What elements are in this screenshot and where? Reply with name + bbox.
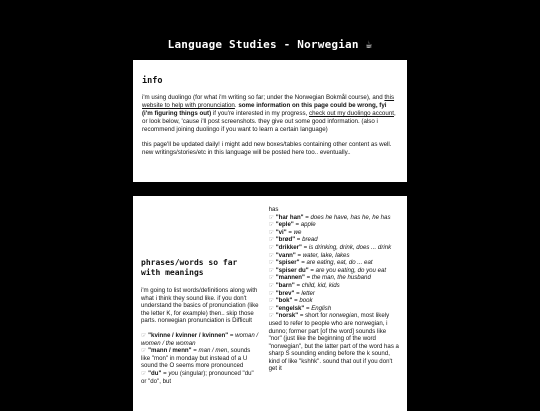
word-note: (singular); pronounced "du" or "do", but xyxy=(141,369,254,385)
word-meaning: you xyxy=(168,369,179,377)
entry-separator: = xyxy=(161,369,169,377)
norwegian-word: "brev" xyxy=(275,289,295,297)
pointing-hand-icon: ☞ xyxy=(268,266,275,274)
norwegian-word: "spiser du" xyxy=(275,266,309,274)
info-text: , or look below, 'cause i'll post screenshots. they give out some good information. (also i recommend joining duolingo if you want to learn a certain language) xyxy=(142,110,396,133)
word-entry xyxy=(269,267,400,275)
word-meaning: is drinking, drink, does ... drink xyxy=(308,243,392,251)
word-meaning: English xyxy=(311,304,332,312)
word-entry xyxy=(269,290,400,298)
norwegian-word: "drikker" xyxy=(275,243,302,251)
pointing-hand-icon: ☞ xyxy=(268,297,275,305)
norwegian-word: "barn" xyxy=(275,281,295,289)
word-entry xyxy=(269,282,400,290)
entry-separator: = xyxy=(295,236,303,244)
word-meaning: we xyxy=(293,228,302,236)
pointing-hand-icon: ☞ xyxy=(268,251,275,259)
word-entry xyxy=(141,347,261,370)
word-entry xyxy=(269,259,400,267)
word-meaning: letter xyxy=(301,289,315,297)
pronunciation-website-link[interactable]: this website to help with pronunciation xyxy=(142,94,395,109)
norwegian-word: "kvinne / kvinner / kvinnen" xyxy=(148,331,229,339)
info-panel xyxy=(133,60,407,182)
entry-separator: = xyxy=(295,251,303,259)
entry-separator: = xyxy=(304,274,312,282)
word-meaning: child, kid, kids xyxy=(301,281,340,289)
word-meaning: bread xyxy=(302,236,318,244)
word-meaning: norwegian xyxy=(329,312,358,320)
word-entry xyxy=(269,312,400,373)
word-entry xyxy=(269,236,400,244)
word-meaning: woman / women / the woman xyxy=(141,331,259,347)
norwegian-word: "spiser" xyxy=(275,259,300,267)
word-entry xyxy=(141,332,261,347)
word-meaning: water, lake, lakes xyxy=(302,251,350,259)
left-entry-list xyxy=(141,332,261,385)
word-meaning: does he have, has he, he has xyxy=(310,213,391,221)
pointing-hand-icon: ☞ xyxy=(268,243,275,251)
norwegian-word: "mann / menn" xyxy=(148,347,192,355)
word-entry xyxy=(141,370,261,385)
word-entry xyxy=(269,229,400,237)
info-paragraph-2: this page'll be updated daily! i might add new boxes/tables containing other content as well. new writings/stories/etc in this language will be posted here too.. eventually.. xyxy=(142,141,392,156)
pointing-hand-icon: ☞ xyxy=(141,369,147,377)
entry-separator: = xyxy=(304,304,312,312)
norwegian-word: "mannen" xyxy=(275,274,305,282)
entry-separator: = xyxy=(299,259,307,267)
entry-separator: = xyxy=(294,289,302,297)
word-entry xyxy=(269,274,400,282)
pointing-hand-icon: ☞ xyxy=(268,274,275,282)
pointing-hand-icon: ☞ xyxy=(141,331,147,339)
word-meaning: are eating, eat, do ... eat xyxy=(306,259,373,267)
word-meaning: book xyxy=(299,297,313,305)
phrases-intro: i'm going to list words/definitions along with what i think they sound like. if you don't understand the basics of pronunciation (like the letter K, for example) then.. skip those parts. norwegian pronunciation is Difficult xyxy=(141,287,259,325)
pointing-hand-icon: ☞ xyxy=(268,213,275,221)
entry-separator: = xyxy=(301,243,309,251)
word-entry xyxy=(269,244,400,252)
word-entry xyxy=(269,305,400,313)
norwegian-word: "brød" xyxy=(275,236,296,244)
word-meaning: the man, the husband xyxy=(311,274,371,282)
info-text: . xyxy=(234,102,239,109)
continued-text: has xyxy=(268,206,279,213)
info-heading: info xyxy=(142,76,163,86)
norwegian-word: "eple" xyxy=(275,221,294,229)
pointing-hand-icon: ☞ xyxy=(268,221,275,229)
norwegian-word: "vann" xyxy=(275,251,296,259)
pointing-hand-icon: ☞ xyxy=(268,289,275,297)
info-text: if you're interested in my progress, xyxy=(211,110,310,117)
pointing-hand-icon: ☞ xyxy=(268,312,275,320)
duolingo-account-link[interactable]: check out my duolingo account xyxy=(309,110,394,117)
norwegian-word: "bok" xyxy=(275,297,293,305)
word-note: , sounds like "mon" in monday but instead of a U sound the O seems more pronounced xyxy=(141,347,251,370)
norwegian-word: "har han" xyxy=(275,213,304,221)
pointing-hand-icon: ☞ xyxy=(268,304,275,312)
norwegian-word: "engelsk" xyxy=(275,304,305,312)
word-meaning: man / men xyxy=(198,347,228,355)
phrases-heading: phrases/words so far with meanings xyxy=(141,258,238,277)
info-paragraph-1 xyxy=(142,94,398,134)
info-warning: some information on this page could be wrong, fyi (i'm figuring things out) xyxy=(142,102,387,117)
entry-separator: = xyxy=(294,281,302,289)
pointing-hand-icon: ☞ xyxy=(268,236,275,244)
word-note: , most likely used to refer to people who are norwegian, i dunno; former part [of the word] sounds like "nor" (just like the beginning of the word "norwegian", but the latter part of the word has a sharp S sounding ending before the k sound, kind of like "kshhk". sound that out if you don't get it xyxy=(268,312,399,373)
norwegian-word: "du" xyxy=(148,369,162,377)
entry-separator: = xyxy=(191,347,199,355)
entry-separator: = xyxy=(293,221,301,229)
phrases-panel xyxy=(133,196,407,411)
word-meaning: are you eating, do you eat xyxy=(315,266,387,274)
word-entry xyxy=(269,221,400,229)
phrases-left-column xyxy=(141,206,261,385)
entry-separator: = xyxy=(286,228,294,236)
right-entry-list xyxy=(269,214,400,373)
page-title: Language Studies - Norwegian ☕ xyxy=(167,38,373,51)
pointing-hand-icon: ☞ xyxy=(268,259,275,267)
entry-separator: = xyxy=(303,213,311,221)
entry-separator: = xyxy=(292,297,300,305)
pointing-hand-icon: ☞ xyxy=(268,228,275,236)
norwegian-word: "vi" xyxy=(275,228,287,236)
pointing-hand-icon: ☞ xyxy=(141,347,147,355)
word-entry xyxy=(269,252,400,260)
entry-separator: = short for xyxy=(298,312,330,320)
word-entry xyxy=(269,214,400,222)
entry-separator: = xyxy=(308,266,316,274)
norwegian-word: "norsk" xyxy=(275,312,299,320)
phrases-right-column xyxy=(269,206,400,385)
info-text: i'm using duolingo (for what i'm writing so far; under the Norwegian Bokmål course), and xyxy=(142,94,385,101)
entry-separator: = xyxy=(228,331,236,339)
word-meaning: apple xyxy=(300,221,316,229)
pointing-hand-icon: ☞ xyxy=(268,281,275,289)
word-entry xyxy=(269,297,400,305)
